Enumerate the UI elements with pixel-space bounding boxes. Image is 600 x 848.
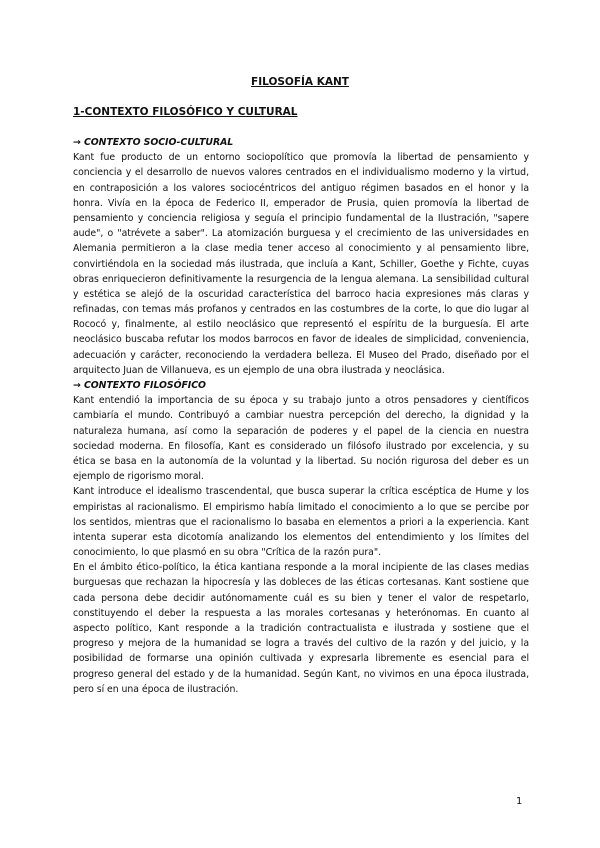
paragraph-philosophical-3: En el ámbito ético-político, la ética kantiana responde a la moral incipiente de las clases medias burguesas que rechazan la hipocresía y las dobleces de las éticas cortesanas. Kant sostiene que cada persona debe decidir autónomamente cuál es su bien y tener el valor de respetarlo, constituyendo el deber la respuesta a las morales cortesanas y heterónomas. En cuanto al aspecto político, Kant responde a la tradición contractualista e ilustrada y sostiene que el progreso y mejora de la humanidad se logra a través del cultivo de la razón y del juicio, y la posibilidad de formarse una opinión cultivada y expresarla libremente es esencial para el progreso general del estado y de la humanidad. Según Kant, no vivimos en una época ilustrada, pero sí en una época de ilustración. <box>73 562 529 695</box>
section-heading: 1-CONTEXTO FILOSÓFICO Y CULTURAL <box>73 106 298 118</box>
paragraph-philosophical-1: Kant entendió la importancia de su época y su trabajo junto a otros pensadores y científicos cambiaría el mundo. Contribuyó a cambiar nuestra percepción del derecho, la dignidad y la naturaleza humana, así como la separación de poderes y el papel de la ciencia en nuestra sociedad moderna. En filosofía, Kant es considerado un filósofo ilustrado por excelencia, y su ética se basa en la autonomía de la voluntad y la libertad. Su noción rigurosa del deber es un ejemplo de rigorismo moral. <box>73 395 529 483</box>
subheading-philosophical: → CONTEXTO FILOSÓFICO <box>73 380 206 391</box>
paragraph-philosophical-2: Kant introduce el idealismo trascendental, que busca superar la crítica escéptica de Hume y los empiristas al racionalismo. El empirismo había limitado el conocimiento a lo que se percibe por los sentidos, mientras que el racionalismo lo basaba en elementos a priori a la experiencia. Kant intenta superar esta dicotomía analizando los elementos del entendimiento y los límites del conocimiento, lo que plasmó en su obra "Crítica de la razón pura". <box>73 486 529 559</box>
paragraph-sociocultural: Kant fue producto de un entorno sociopolítico que promovía la libertad de pensamiento y conciencia y el desarrollo de nuevos valores centrados en el individualismo moderno y la virtud, en contraposición a los valores sociocéntricos del antiguo régimen basados en el honor y la honra. Vivía en la época de Federico II, emperador de Prusia, quien promovía la libertad de pensamiento y conciencia religiosa y seguía el principio fundamental de la Ilustración, "sapere aude", o "atrévete a saber". La atomización burguesa y el crecimiento de las universidades en Alemania permitieron a la clase media tener acceso al conocimiento y al pensamiento libre, convirtiéndola en la sociedad más ilustrada, que incluía a Kant, Schiller, Goethe y Fichte, cuyas obras enriquecieron definitivamente la resurgencia de la lengua alemana. La sensibilidad cultural y estética se alejó de la oscuridad característica del barroco hacia expresiones más claras y refinadas, con temas más profanos y centrados en las costumbres de la corte, lo que dio lugar al Rococó y, finalmente, al estilo neoclásico que representó el espíritu de la burguesía. El arte neoclásico buscaba refutar los modos barrocos en favor de ideales de simplicidad, conveniencia, adecuación y carácter, reconociendo la verdadera belleza. El Museo del Prado, diseñado por el arquitecto Juan de Villanueva, es un ejemplo de una obra ilustrada y neoclásica. <box>73 152 529 376</box>
document-body <box>73 135 529 697</box>
page-number: 1 <box>516 796 523 807</box>
page-title: FILOSOFÍA KANT <box>251 76 349 88</box>
subheading-sociocultural: → CONTEXTO SOCIO-CULTURAL <box>73 137 234 148</box>
